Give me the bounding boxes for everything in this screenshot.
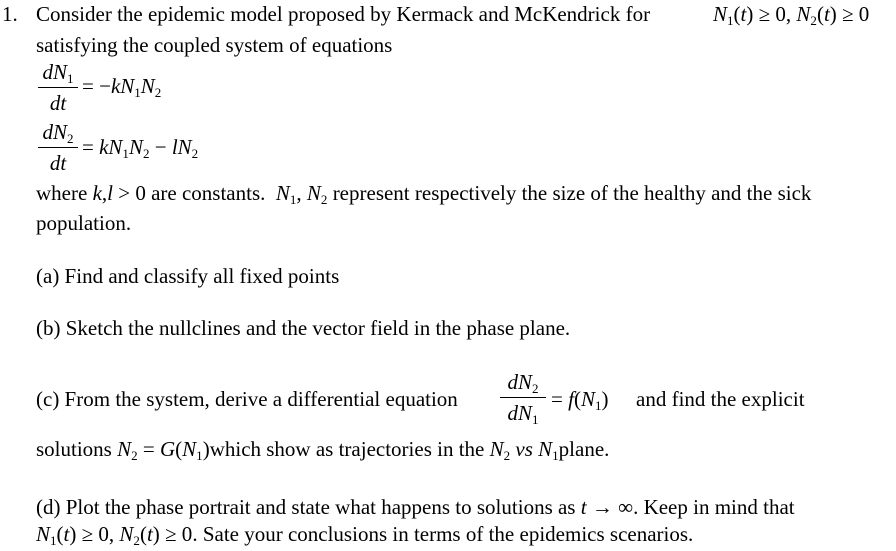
part-c-line2: solutions $N_2$ = $G(N_1)which$ show as trajectories in the $N_2$ vs $N_1plane$. [36, 437, 610, 464]
conclusions-text: . Sate your conclusions in terms of the epidemics scenarios. [192, 522, 694, 546]
intro-text: Consider the epidemic model proposed by Kermack and McKendrick for [36, 2, 651, 26]
population-text: population. [36, 211, 132, 235]
part-d-text: (d) Plot the phase portrait and state what happens to solutions as [36, 495, 576, 519]
solutions-word: solutions [36, 437, 112, 461]
part-c-fraction: $dN_2$ $dN_1$ [500, 372, 546, 424]
equation-2-rhs: = $kN_1N_2 - lN_2$ [82, 135, 199, 162]
keep-in-mind-text: . Keep in mind that [633, 495, 795, 519]
trajectories-text: which show as trajectories in the [209, 437, 485, 461]
part-a: (a) Find and classify all fixed points [36, 264, 340, 288]
problem-number: 1. [2, 2, 18, 26]
part-c-text-post: and find the explicit [636, 387, 805, 411]
plane-word: plane. [558, 437, 610, 461]
represent-text: represent respectively the size of the healthy and the sick [332, 181, 812, 205]
where-word: where [36, 181, 88, 205]
intro-text-line2: satisfying the coupled system of equations [36, 33, 393, 57]
part-d-line1: (d) Plot the phase portrait and state what happens to solutions as t → ∞. Keep in mind that [36, 495, 795, 519]
equation-2-fraction: $dN_2$ dt [38, 122, 78, 174]
equation-1-fraction: $dN_1$ dt [38, 62, 78, 114]
part-d-line2: $N_1(t) \ge 0$, $N_2(t) \ge 0$. Sate your conclusions in terms of the epidemics scenarios. [36, 522, 694, 549]
equation-1-rhs: = $-kN_1N_2$ [82, 74, 162, 101]
part-b: (b) Sketch the nullclines and the vector field in the phase plane. [36, 316, 571, 340]
part-c-function: = $f(N_1)$ [551, 387, 609, 414]
where-line: where k,l > 0 are constants. $N_1$, $N_2$ represent respectively the size of the healthy and the sick [36, 181, 812, 208]
intro-condition: $N_1(t) \ge 0$, $N_2(t) \ge 0$ [713, 2, 870, 29]
constants-text: are constants. [151, 181, 266, 205]
part-c-text: (c) From the system, derive a differential equation [36, 387, 458, 411]
